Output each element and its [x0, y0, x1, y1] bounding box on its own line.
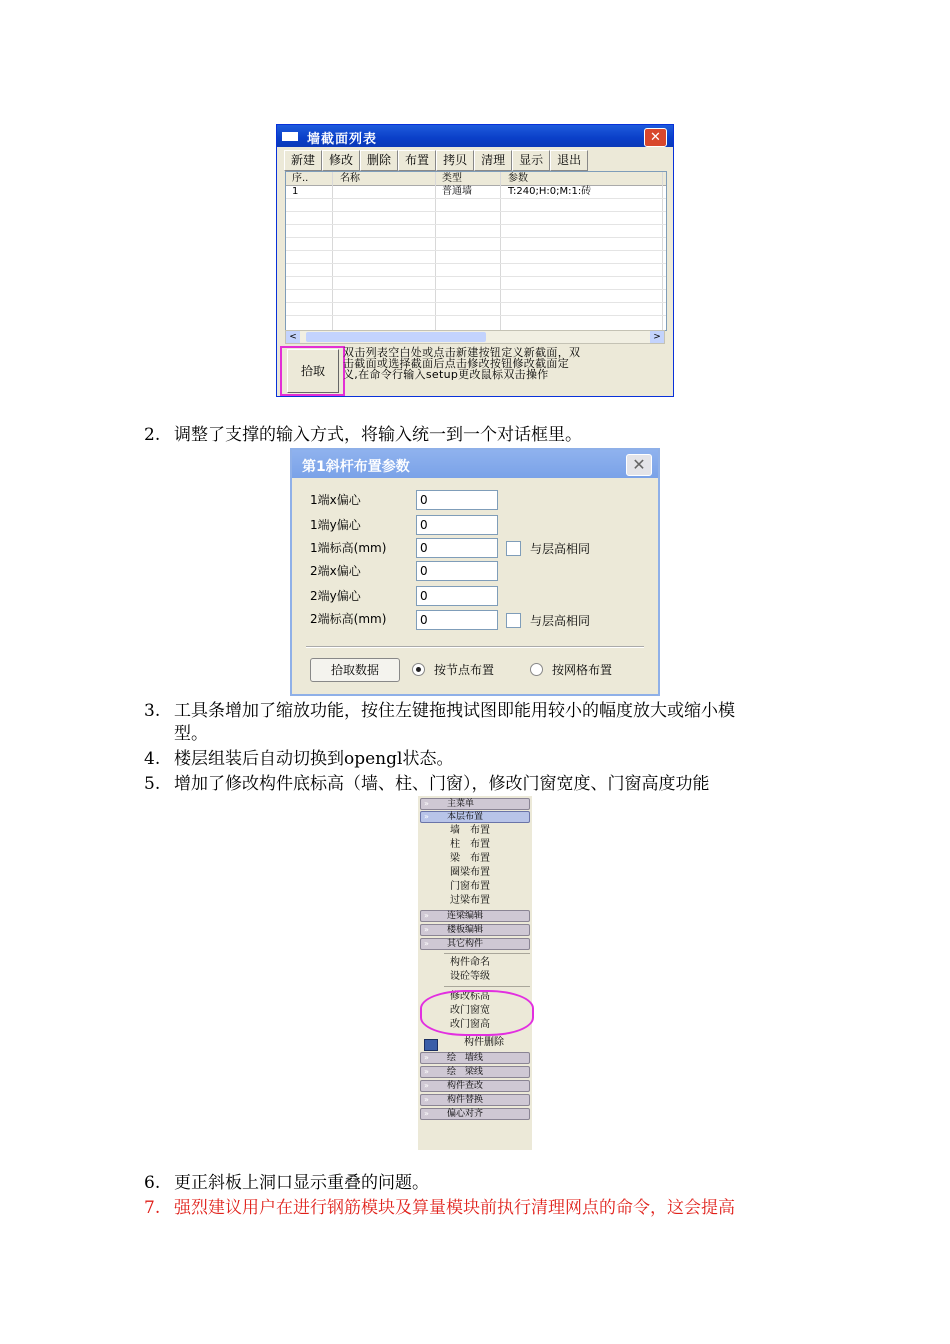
checkbox-label: 与层高相同	[530, 542, 591, 556]
list-number: 5.	[144, 774, 161, 794]
menu-label: 连梁编辑	[447, 911, 484, 921]
list-item: 调整了支撑的输入方式，将输入统一到一个对话框里。	[174, 425, 582, 445]
menu-label: 绘 梁线	[447, 1067, 484, 1077]
close-icon[interactable]: ✕	[626, 454, 652, 476]
menu-main[interactable]	[420, 798, 530, 810]
radio-label: 按网格布置	[552, 663, 613, 677]
menu-label: 楼板编辑	[447, 925, 484, 935]
chevron-icon: »	[424, 799, 429, 808]
help-text	[343, 347, 669, 380]
list-number: 6.	[144, 1173, 161, 1193]
end1-elevation-input[interactable]: 0	[416, 538, 498, 558]
chevron-icon: »	[424, 1067, 429, 1076]
close-icon[interactable]: ✕	[644, 128, 667, 147]
diagonal-bar-params-dialog	[290, 448, 660, 696]
chevron-icon: »	[424, 939, 429, 948]
end2-elevation-input[interactable]: 0	[416, 610, 498, 630]
list-number: 2.	[144, 425, 161, 445]
chevron-icon: »	[424, 1081, 429, 1090]
layout-button[interactable]: 布置	[398, 150, 436, 171]
menu-item-naming[interactable]: 构件命名	[450, 957, 490, 968]
dialog-title: 第1斜杆布置参数	[302, 459, 410, 475]
menu-item-concrete-grade[interactable]: 设砼等级	[450, 971, 490, 982]
scroll-left-icon[interactable]: <	[286, 331, 300, 343]
window-title: 墙截面列表	[307, 132, 378, 147]
pick-data-button[interactable]: 拾取数据	[310, 658, 400, 682]
end1-x-offset-input[interactable]: 0	[416, 490, 498, 510]
list-item: 楼层组装后自动切换到opengl状态。	[174, 749, 454, 769]
chevron-down-icon: »	[424, 812, 429, 821]
menu-item-lintel[interactable]: 过梁布置	[450, 895, 490, 906]
menu-label: 主菜单	[447, 799, 475, 809]
table-cell-params[interactable]: T:240;H:0;M:1:砖	[508, 186, 592, 197]
end2-y-offset-input[interactable]: 0	[416, 586, 498, 606]
menu-panel	[418, 796, 532, 1150]
field-label: 2端x偏心	[310, 564, 361, 578]
menu-label: 构件查改	[447, 1081, 484, 1091]
menu-label: 本层布置	[447, 812, 484, 822]
column-header[interactable]: 参数	[508, 173, 528, 184]
title-bar	[277, 125, 673, 147]
menu-eccentric-align[interactable]	[420, 1108, 530, 1120]
end2-x-offset-input[interactable]: 0	[416, 561, 498, 581]
chevron-icon: »	[424, 925, 429, 934]
list-number: 4.	[144, 749, 161, 769]
menu-item-column[interactable]: 柱 布置	[450, 839, 490, 850]
same-floor-height-checkbox-1[interactable]	[506, 541, 521, 556]
chevron-icon: »	[424, 1109, 429, 1118]
menu-floor-layout[interactable]	[420, 811, 530, 823]
menu-label: 绘 墙线	[447, 1053, 484, 1063]
chevron-icon: »	[424, 911, 429, 920]
menu-draw-beam-line[interactable]	[420, 1066, 530, 1078]
exit-button[interactable]: 退出	[550, 150, 588, 171]
list-number: 7.	[144, 1198, 161, 1218]
divider	[306, 646, 644, 648]
menu-item-ring-beam[interactable]: 圈梁布置	[450, 867, 490, 878]
radio-label: 按节点布置	[434, 663, 495, 677]
menu-inspect[interactable]	[420, 1080, 530, 1092]
field-label: 2端y偏心	[310, 589, 361, 603]
copy-button[interactable]: 拷贝	[436, 150, 474, 171]
column-header[interactable]: 类型	[442, 173, 462, 184]
menu-replace[interactable]	[420, 1094, 530, 1106]
delete-icon	[424, 1039, 438, 1051]
help-line: 击截面或选择截面后点击修改按钮修改截面定	[343, 357, 569, 370]
scroll-thumb[interactable]	[306, 332, 486, 342]
menu-slab-edit[interactable]	[420, 924, 530, 936]
help-line: 义,在命令行输入setup更改鼠标双击操作	[343, 368, 549, 381]
radio-by-grid[interactable]	[530, 663, 543, 676]
column-header[interactable]: 名称	[340, 173, 360, 184]
new-button[interactable]: 新建	[284, 150, 322, 171]
menu-item-beam[interactable]: 梁 布置	[450, 853, 490, 864]
list-item: 更正斜板上洞口显示重叠的问题。	[174, 1173, 429, 1193]
menu-beam-edit[interactable]	[420, 910, 530, 922]
end1-y-offset-input[interactable]: 0	[416, 515, 498, 535]
chevron-icon: »	[424, 1053, 429, 1062]
menu-item-wall[interactable]: 墙 布置	[450, 825, 490, 836]
list-number: 3.	[144, 701, 161, 721]
list-item-continued: 型。	[174, 724, 208, 744]
menu-label: 其它构件	[447, 939, 484, 949]
show-button[interactable]: 显示	[512, 150, 550, 171]
table-row[interactable]: 1	[292, 186, 299, 197]
clean-button[interactable]: 清理	[474, 150, 512, 171]
scroll-right-icon[interactable]: >	[650, 331, 664, 343]
menu-item-door-width[interactable]: 改门窗宽	[450, 1005, 490, 1016]
field-label: 2端标高(mm)	[310, 612, 387, 626]
menu-label: 偏心对齐	[447, 1109, 484, 1119]
list-item: 增加了修改构件底标高（墙、柱、门窗），修改门窗宽度、门窗高度功能	[174, 774, 710, 794]
checkbox-label: 与层高相同	[530, 614, 591, 628]
menu-item-delete[interactable]: 构件删除	[464, 1037, 504, 1048]
divider	[444, 986, 530, 987]
delete-button[interactable]: 删除	[360, 150, 398, 171]
menu-other[interactable]	[420, 938, 530, 950]
highlight-ellipse	[420, 990, 534, 1036]
window-icon	[282, 132, 298, 141]
menu-item-door-height[interactable]: 改门窗高	[450, 1019, 490, 1030]
wall-section-list-window	[276, 124, 674, 397]
help-line: 双击列表空白处或点击新建按钮定义新截面，双	[343, 346, 581, 359]
field-label: 1端x偏心	[310, 493, 361, 507]
chevron-icon: »	[424, 1095, 429, 1104]
same-floor-height-checkbox-2[interactable]	[506, 613, 521, 628]
list-item-warning: 强烈建议用户在进行钢筋模块及算量模块前执行清理网点的命令，这会提高	[174, 1198, 735, 1218]
pick-button[interactable]: 拾取	[287, 349, 339, 393]
section-list-table[interactable]	[285, 171, 667, 331]
divider	[444, 953, 530, 954]
menu-item-door-window[interactable]: 门窗布置	[450, 881, 490, 892]
radio-by-node[interactable]	[412, 663, 425, 676]
menu-draw-wall-line[interactable]	[420, 1052, 530, 1064]
toolbar	[284, 150, 588, 170]
pick-button-highlight	[280, 346, 345, 396]
modify-button[interactable]: 修改	[322, 150, 360, 171]
table-header	[286, 172, 666, 186]
title-bar	[292, 450, 658, 478]
table-cell-type[interactable]: 普通墙	[442, 186, 472, 197]
menu-label: 构件替换	[447, 1095, 484, 1105]
horizontal-scrollbar[interactable]	[285, 330, 665, 344]
field-label: 1端y偏心	[310, 518, 361, 532]
field-label: 1端标高(mm)	[310, 541, 387, 555]
list-item: 工具条增加了缩放功能，按住左键拖拽试图即能用较小的幅度放大或缩小模	[174, 701, 735, 721]
column-header[interactable]: 序..	[292, 173, 309, 184]
menu-item-modify-elevation[interactable]: 修改标高	[450, 991, 490, 1002]
